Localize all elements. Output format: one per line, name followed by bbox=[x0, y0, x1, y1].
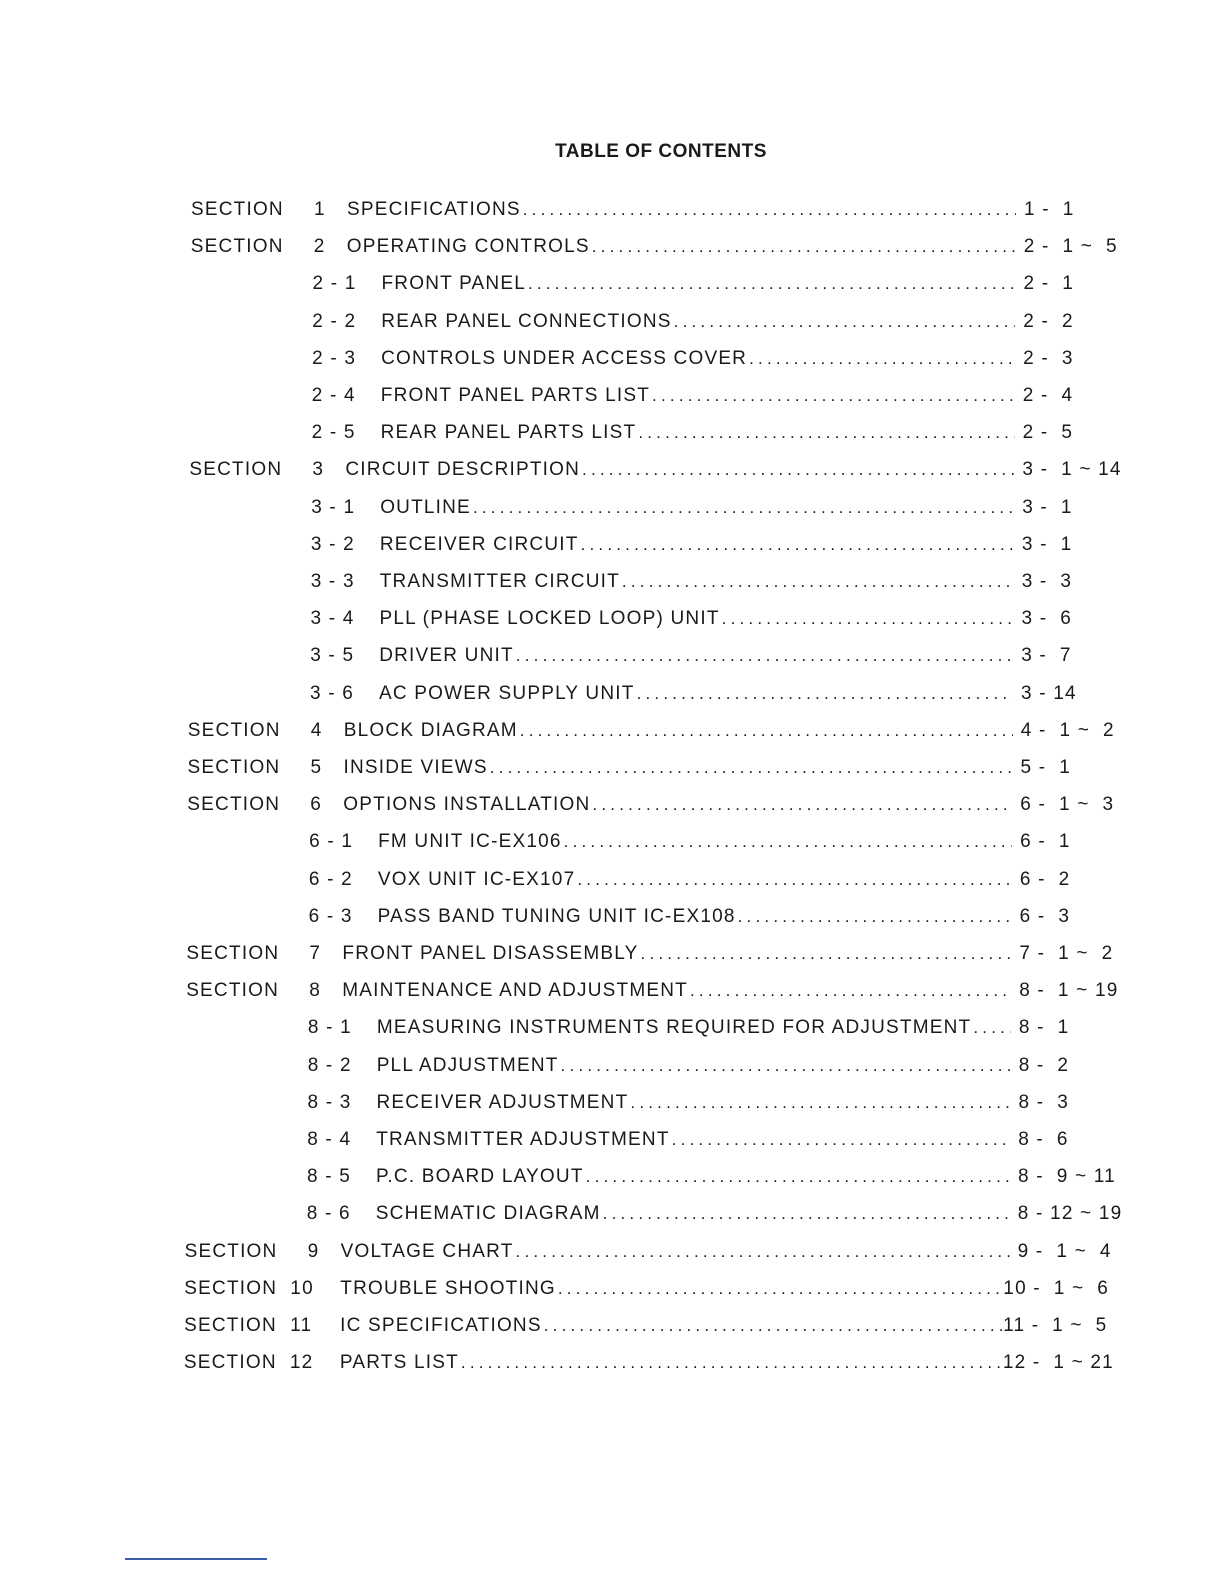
toc-row bbox=[0, 1163, 1224, 1191]
toc-entry bbox=[377, 1089, 1011, 1117]
subsection-number: 2 - 5 bbox=[311, 422, 356, 444]
entry-title: OPTIONS INSTALLATION bbox=[343, 794, 591, 816]
dot-leader bbox=[672, 1126, 1011, 1154]
entry-title: FRONT PANEL DISASSEMBLY bbox=[342, 943, 639, 964]
dot-leader bbox=[528, 270, 1016, 298]
dot-leader bbox=[592, 791, 1012, 819]
dot-leader bbox=[641, 940, 1012, 968]
page-reference: 8 - 1 bbox=[1018, 1017, 1070, 1039]
subsection-number: 3 - 6 bbox=[310, 682, 355, 704]
page-reference: 8 - 12 ~ 19 bbox=[1017, 1203, 1123, 1225]
footer-rule bbox=[125, 1558, 267, 1560]
toc-row bbox=[0, 828, 1224, 856]
dot-leader bbox=[738, 903, 1012, 931]
page-reference: 7 - 1 ~ 2 bbox=[1019, 943, 1114, 964]
toc-row bbox=[0, 270, 1224, 298]
dot-leader bbox=[603, 1200, 1010, 1228]
section-label: SECTION bbox=[186, 980, 280, 1002]
section-label: SECTION bbox=[186, 943, 280, 964]
dot-leader bbox=[561, 1052, 1011, 1080]
section-number: 5 bbox=[310, 757, 323, 778]
section-label: SECTION bbox=[187, 757, 281, 778]
toc-entry bbox=[340, 1312, 1009, 1340]
section-number: 8 bbox=[309, 980, 321, 1002]
section-label: SECTION bbox=[184, 1315, 277, 1336]
toc-entry bbox=[380, 605, 1014, 633]
toc-entry bbox=[347, 196, 1016, 224]
subsection-number: 6 - 2 bbox=[308, 868, 353, 890]
entry-title: AC POWER SUPPLY UNIT bbox=[379, 682, 635, 704]
page-reference: 3 - 7 bbox=[1021, 645, 1072, 667]
subsection-number: 3 - 4 bbox=[310, 608, 355, 630]
dot-leader bbox=[592, 233, 1016, 261]
subsection-number: 8 - 3 bbox=[307, 1091, 352, 1113]
toc-entry bbox=[381, 382, 1015, 410]
toc-row bbox=[0, 1089, 1224, 1117]
toc-entry bbox=[378, 828, 1012, 856]
subsection-number: 3 - 2 bbox=[310, 533, 355, 555]
dot-leader bbox=[622, 568, 1014, 596]
subsection-number: 2 - 3 bbox=[312, 347, 357, 369]
subsection-number: 8 - 5 bbox=[307, 1166, 352, 1188]
toc-entry bbox=[381, 308, 1015, 336]
toc-row bbox=[0, 345, 1224, 373]
toc-row bbox=[0, 1052, 1224, 1080]
toc-entry bbox=[381, 345, 1015, 373]
page-reference: 2 - 1 ~ 5 bbox=[1023, 236, 1118, 258]
page-reference: 9 - 1 ~ 4 bbox=[1017, 1240, 1112, 1262]
toc-entry bbox=[382, 270, 1016, 298]
entry-title: FRONT PANEL bbox=[381, 273, 526, 295]
toc-row bbox=[0, 308, 1224, 336]
section-number: 6 bbox=[310, 794, 323, 816]
toc-entry bbox=[344, 717, 1013, 745]
entry-title: SCHEMATIC DIAGRAM bbox=[375, 1203, 601, 1225]
subsection-number: 3 - 5 bbox=[310, 645, 355, 667]
toc-entry bbox=[379, 680, 1013, 708]
entry-title: PARTS LIST bbox=[339, 1352, 459, 1374]
toc-row bbox=[0, 568, 1224, 596]
dot-leader bbox=[520, 717, 1013, 745]
toc-row bbox=[0, 754, 1224, 782]
page-reference: 3 - 1 bbox=[1022, 496, 1073, 518]
toc-row bbox=[0, 680, 1224, 708]
toc-row bbox=[0, 456, 1224, 484]
toc-entry bbox=[376, 1163, 1010, 1191]
page-reference: 8 - 2 bbox=[1018, 1054, 1070, 1076]
page-reference: 8 - 1 ~ 19 bbox=[1019, 980, 1119, 1002]
entry-title: RECEIVER CIRCUIT bbox=[379, 533, 579, 555]
section-label: SECTION bbox=[187, 719, 281, 741]
entry-title: TRANSMITTER CIRCUIT bbox=[379, 571, 620, 592]
page-reference: 3 - 14 bbox=[1021, 682, 1077, 704]
page-reference: 3 - 1 ~ 14 bbox=[1022, 459, 1122, 481]
toc-entry bbox=[340, 1275, 1009, 1303]
entry-title: BLOCK DIAGRAM bbox=[343, 719, 518, 741]
page-reference: 3 - 3 bbox=[1021, 571, 1073, 592]
toc-row bbox=[0, 977, 1224, 1005]
toc-entry bbox=[342, 977, 1011, 1005]
entry-title: CONTROLS UNDER ACCESS COVER bbox=[381, 347, 748, 369]
section-label: SECTION bbox=[187, 794, 281, 816]
dot-leader bbox=[564, 828, 1012, 856]
section-number: 3 bbox=[312, 459, 325, 481]
subsection-number: 8 - 2 bbox=[307, 1054, 352, 1076]
dot-leader bbox=[490, 754, 1013, 782]
subsection-number: 2 - 1 bbox=[312, 273, 357, 295]
section-number: 7 bbox=[309, 943, 322, 964]
toc-entry bbox=[376, 1200, 1010, 1228]
toc-entry bbox=[345, 456, 1014, 484]
page-reference: 1 - 1 bbox=[1024, 199, 1075, 220]
entry-title: OUTLINE bbox=[380, 496, 471, 518]
dot-leader bbox=[722, 605, 1014, 633]
toc-row bbox=[0, 1349, 1224, 1377]
toc-row bbox=[0, 1238, 1224, 1266]
dot-leader bbox=[582, 456, 1014, 484]
toc-row bbox=[0, 1275, 1224, 1303]
dot-leader bbox=[690, 977, 1011, 1005]
dot-leader bbox=[516, 642, 1013, 670]
toc-row bbox=[0, 196, 1224, 224]
toc-entry bbox=[377, 1014, 1011, 1042]
toc-entry bbox=[342, 940, 1011, 968]
subsection-number: 6 - 1 bbox=[309, 831, 354, 853]
toc-row bbox=[0, 1312, 1224, 1340]
entry-title: SPECIFICATIONS bbox=[347, 199, 521, 220]
toc-entry bbox=[380, 531, 1014, 559]
page-reference: 10 - 1 ~ 6 bbox=[1003, 1277, 1110, 1299]
toc-row bbox=[0, 1200, 1224, 1228]
entry-title: MAINTENANCE AND ADJUSTMENT bbox=[342, 980, 688, 1002]
dot-leader bbox=[674, 308, 1016, 336]
toc-row bbox=[0, 494, 1224, 522]
section-label: SECTION bbox=[183, 1352, 277, 1374]
entry-title: REAR PANEL CONNECTIONS bbox=[381, 310, 672, 332]
subsection-number: 8 - 6 bbox=[306, 1203, 351, 1225]
dot-leader bbox=[586, 1163, 1010, 1191]
subsection-number: 2 - 2 bbox=[312, 310, 357, 332]
section-number: 10 bbox=[290, 1277, 314, 1299]
entry-title: DRIVER UNIT bbox=[379, 645, 514, 667]
dot-leader bbox=[638, 419, 1014, 447]
toc-row bbox=[0, 605, 1224, 633]
toc-entry bbox=[347, 233, 1016, 261]
entry-title: MEASURING INSTRUMENTS REQUIRED FOR ADJUSTMENT bbox=[376, 1017, 972, 1039]
page-reference: 6 - 1 ~ 3 bbox=[1020, 794, 1115, 816]
toc-row bbox=[0, 866, 1224, 894]
page-reference: 2 - 5 bbox=[1022, 422, 1074, 444]
section-number: 11 bbox=[290, 1315, 313, 1336]
toc-entry bbox=[378, 903, 1012, 931]
entry-title: P.C. BOARD LAYOUT bbox=[376, 1166, 584, 1188]
subsection-number: 6 - 3 bbox=[308, 905, 353, 927]
toc-entry bbox=[376, 1126, 1010, 1154]
subsection-number: 2 - 4 bbox=[311, 385, 356, 406]
entry-title: FM UNIT IC-EX106 bbox=[378, 831, 562, 853]
dot-leader bbox=[577, 866, 1012, 894]
dot-leader bbox=[544, 1312, 1009, 1340]
page-reference: 8 - 9 ~ 11 bbox=[1018, 1166, 1116, 1188]
dot-leader bbox=[558, 1275, 1009, 1303]
page-reference: 6 - 2 bbox=[1019, 868, 1071, 890]
toc-entry bbox=[378, 866, 1012, 894]
dot-leader bbox=[652, 382, 1015, 410]
entry-title: IC SPECIFICATIONS bbox=[340, 1315, 542, 1336]
entry-title: VOLTAGE CHART bbox=[340, 1240, 514, 1262]
section-label: SECTION bbox=[191, 199, 284, 220]
page-reference: 3 - 1 bbox=[1021, 533, 1073, 555]
entry-title: TROUBLE SHOOTING bbox=[340, 1277, 556, 1299]
section-number: 4 bbox=[310, 719, 323, 741]
section-label: SECTION bbox=[184, 1240, 278, 1262]
toc-row bbox=[0, 1014, 1224, 1042]
toc-entry bbox=[341, 1238, 1010, 1266]
subsection-number: 3 - 1 bbox=[311, 496, 356, 518]
toc-entry bbox=[381, 419, 1015, 447]
toc-row bbox=[0, 903, 1224, 931]
entry-title: OPERATING CONTROLS bbox=[346, 236, 590, 258]
entry-title: PLL (PHASE LOCKED LOOP) UNIT bbox=[379, 608, 720, 630]
section-label: SECTION bbox=[190, 236, 284, 258]
subsection-number: 8 - 4 bbox=[307, 1129, 352, 1150]
dot-leader bbox=[461, 1349, 1009, 1377]
section-number: 1 bbox=[314, 199, 326, 220]
page-reference: 8 - 3 bbox=[1018, 1091, 1069, 1113]
entry-title: REAR PANEL PARTS LIST bbox=[380, 422, 637, 444]
page-reference: 6 - 1 bbox=[1020, 831, 1071, 853]
dot-leader bbox=[516, 1238, 1010, 1266]
toc-row bbox=[0, 717, 1224, 745]
toc-entry bbox=[379, 642, 1013, 670]
toc-entry bbox=[380, 568, 1014, 596]
entry-title: PLL ADJUSTMENT bbox=[376, 1054, 559, 1076]
toc-row bbox=[0, 531, 1224, 559]
subsection-number: 3 - 3 bbox=[310, 571, 355, 592]
page-reference: 2 - 3 bbox=[1023, 347, 1074, 369]
dot-leader bbox=[637, 680, 1013, 708]
toc-entry bbox=[343, 791, 1012, 819]
entry-title: VOX UNIT IC-EX107 bbox=[377, 868, 576, 890]
dot-leader bbox=[581, 531, 1014, 559]
page-reference: 2 - 2 bbox=[1023, 310, 1074, 332]
toc-entry bbox=[344, 754, 1013, 782]
dot-leader bbox=[473, 494, 1014, 522]
entry-title: RECEIVER ADJUSTMENT bbox=[376, 1091, 629, 1113]
section-label: SECTION bbox=[184, 1277, 278, 1299]
toc-row bbox=[0, 940, 1224, 968]
page-reference: 12 - 1 ~ 21 bbox=[1002, 1352, 1114, 1374]
page-reference: 6 - 3 bbox=[1019, 905, 1071, 927]
section-number: 12 bbox=[289, 1352, 314, 1374]
page-reference: 3 - 6 bbox=[1021, 608, 1072, 630]
page-title: TABLE OF CONTENTS bbox=[555, 141, 767, 162]
toc-entry bbox=[340, 1349, 1009, 1377]
page-reference: 4 - 1 ~ 2 bbox=[1020, 719, 1115, 741]
entry-title: FRONT PANEL PARTS LIST bbox=[380, 385, 651, 406]
toc-entry bbox=[380, 494, 1014, 522]
dot-leader bbox=[973, 1014, 1011, 1042]
toc-row bbox=[0, 1126, 1224, 1154]
page-reference: 11 - 1 ~ 5 bbox=[1003, 1315, 1108, 1336]
toc-row bbox=[0, 791, 1224, 819]
toc-entry bbox=[377, 1052, 1011, 1080]
toc-row bbox=[0, 419, 1224, 447]
toc-row bbox=[0, 382, 1224, 410]
page-reference: 2 - 1 bbox=[1023, 273, 1074, 295]
page-reference: 8 - 6 bbox=[1018, 1129, 1069, 1150]
dot-leader bbox=[749, 345, 1015, 373]
dot-leader bbox=[630, 1089, 1010, 1117]
dot-leader bbox=[523, 196, 1016, 224]
page-reference: 5 - 1 bbox=[1020, 757, 1071, 778]
section-label: SECTION bbox=[189, 459, 283, 481]
section-number: 2 bbox=[313, 236, 326, 258]
entry-title: TRANSMITTER ADJUSTMENT bbox=[376, 1129, 670, 1150]
entry-title: CIRCUIT DESCRIPTION bbox=[345, 459, 581, 481]
section-number: 9 bbox=[307, 1240, 320, 1262]
page-reference: 2 - 4 bbox=[1022, 385, 1074, 406]
entry-title: PASS BAND TUNING UNIT IC-EX108 bbox=[377, 905, 736, 927]
subsection-number: 8 - 1 bbox=[307, 1017, 352, 1039]
entry-title: INSIDE VIEWS bbox=[343, 757, 488, 778]
toc-row bbox=[0, 642, 1224, 670]
toc-row bbox=[0, 233, 1224, 261]
